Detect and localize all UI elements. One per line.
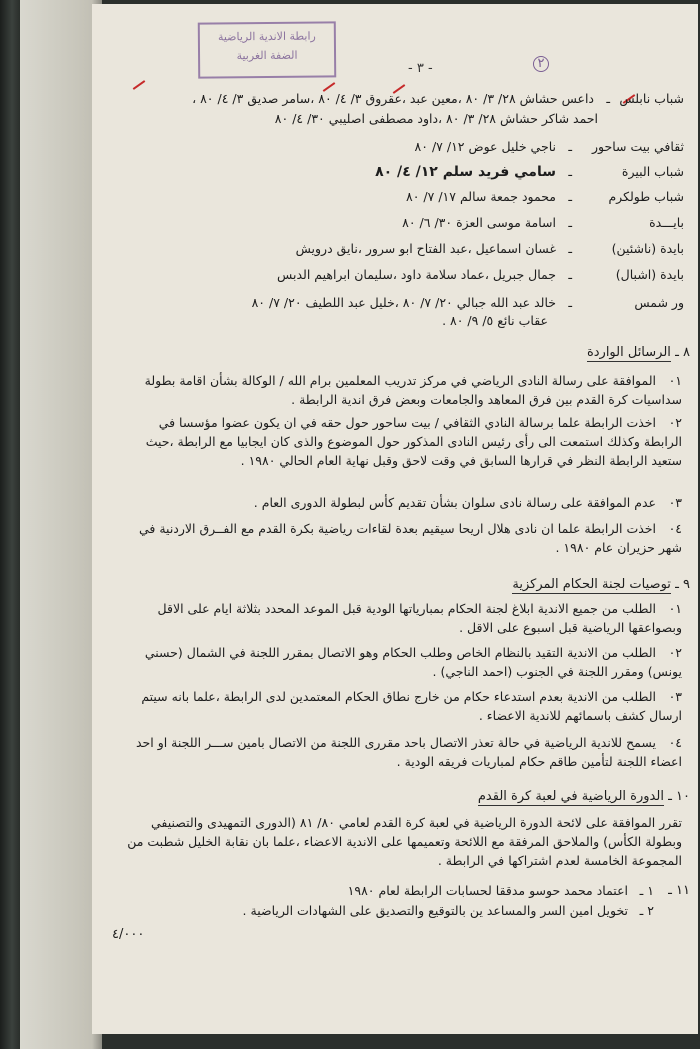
- item-number: ٠٢: [668, 645, 682, 660]
- item-text: تخويل امين السر والمساعد ين بالتوقيع والتصديق على الشهادات الرياضية .: [242, 903, 629, 918]
- item-text: اخذت الرابطة علما ان نادى هلال اريحا سيقيم بعدة لقاءات رياضية بكرة القدم مع الفــرق الاردنية في شهر حزيران عام ١٩٨٠ .: [138, 521, 682, 555]
- team-players: غسان اسماعيل ،عبد الفتاح ابو سرور ،نايق درويش: [295, 241, 556, 256]
- team-row: شباب البيرةـسامي فريد سلم ١٢/ ٤/ ٨٠: [375, 162, 684, 182]
- team-row: ثقافي بيت ساحورـناجي خليل عوض ١٢/ ٧/ ٨٠: [415, 138, 684, 156]
- team-row: شباب نابلسـداعس حشاش ٢٨/ ٣/ ٨٠ ،معين عبد ،عقروق ٣/ ٤/ ٨٠ ،سامر صديق ٣/ ٤/ ٨٠ ،: [192, 90, 684, 108]
- section-10-text: تقرر الموافقة على لائحة الدورة الرياضية في لعبة كرة القدم لعامي ٨٠/ ٨١ (الدورى التمهيدى والتصنيفي وبطولة الكأس) والملاحق المرفقة مع اللائحة وتعميمها على الاندية الاعضاء ،علما بان نقابة الخليل شطبت من المجموعة الخامسة لعدم اشتراكها في الرابطة .: [127, 815, 682, 868]
- stamp-line-1: رابطة الاندية الرياضية: [217, 29, 316, 44]
- team-players: اسامة موسى العزة ٣٠/ ٦/ ٨٠: [402, 215, 556, 230]
- item-text: الطلب من جميع الاندية ابلاغ لجنة الحكام بمبارياتها الودية قبل الموعد المحدد بثلاثة ايام على الاقل وبصواعقها الرياضية قبل اسبوع على الاقل .: [157, 601, 682, 635]
- section-number: ١١ ـ: [668, 883, 690, 898]
- team-name: ثقافي بيت ساحور: [592, 139, 684, 154]
- item-number: ٠١: [668, 601, 682, 616]
- item-number: ٠٤: [668, 521, 682, 536]
- section-8-item: [122, 520, 682, 558]
- item-number: ٠٣: [668, 689, 682, 704]
- team-players: جمال جبريل ،عماد سلامة داود ،سليمان ابراهيم الدبس: [277, 267, 556, 282]
- binder-spine: [0, 0, 20, 1049]
- team-row: بايـــدةـاسامة موسى العزة ٣٠/ ٦/ ٨٠: [402, 214, 684, 232]
- team-row: [442, 312, 548, 330]
- section-8-item: [122, 494, 682, 513]
- item-text: الموافقة على رسالة النادى الرياضي في مركز تدريب المعلمين برام الله / الوكالة بشأن اقامة بطولة سداسيات كرة القدم بين فرق المعاهد والجامعات وبعض فرق اندية الرابطة .: [144, 373, 682, 407]
- item-text: الطلب من الاندية بعدم استدعاء حكام من خارج نطاق الحكام المعتمدين لدى الرابطة ،علما بانه سيتم ارسال كشف باسمائهم للاندية الاعضاء .: [141, 689, 682, 723]
- item-text: اعتماد محمد حوسو مدققا لحسابات الرابطة لعام ١٩٨٠: [347, 883, 629, 898]
- team-players: محمود جمعة سالم ١٧/ ٧/ ٨٠: [406, 189, 556, 204]
- section-number: ٨ ـ: [675, 345, 690, 360]
- document-page: [92, 4, 698, 1034]
- team-players: داعس حشاش ٢٨/ ٣/ ٨٠ ،معين عبد ،عقروق ٣/ ٤/ ٨٠ ،سامر صديق ٣/ ٤/ ٨٠ ،: [192, 91, 594, 106]
- team-players: ناجي خليل عوض ١٢/ ٧/ ٨٠: [414, 139, 556, 154]
- league-stamp: [198, 21, 336, 78]
- team-players: خالد عبد الله جبالي ٢٠/ ٧/ ٨٠ ،خليل عبد اللطيف ٢٠/ ٧/ ٨٠: [251, 295, 556, 310]
- item-text: عدم الموافقة على رسالة نادى سلوان بشأن تقديم كأس لبطولة الدورى العام .: [253, 495, 657, 510]
- team-name: شباب البيرة: [621, 164, 684, 179]
- section-title: الرسائل الواردة: [586, 345, 671, 360]
- team-row: بايدة (ناشئين)ـغسان اسماعيل ،عبد الفتاح ابو سرور ،نايق درويش: [296, 240, 684, 258]
- item-text: اخذت الرابطة علما برسالة النادي الثقافي / بيت ساحور حول حقه في ان يكون عضوا مؤسسا في الرابطة وكذلك استمعت الى رأى رئيس النادى المذكور حول الموضوع والذى كان ايجابيا مع الرابطة ،حيث ستعيد الرابطة النظر في قرارها السابق في وقت لاحق وقبل نهاية العام الحالي ١٩٨٠ .: [145, 415, 682, 468]
- team-row: [275, 110, 598, 128]
- team-name: بايدة (اشبال): [615, 267, 684, 282]
- section-9-item: [122, 644, 682, 682]
- item-number: ٠٢: [668, 415, 682, 430]
- team-row: ور شمسـخالد عبد الله جبالي ٢٠/ ٧/ ٨٠ ،خليل عبد اللطيف ٢٠/ ٧/ ٨٠: [252, 294, 684, 312]
- team-name: شباب نابلس: [619, 91, 684, 106]
- section-8-item: [122, 414, 682, 470]
- team-row: شباب طولكرمـمحمود جمعة سالم ١٧/ ٧/ ٨٠: [406, 188, 684, 206]
- section-number: ٩ ـ: [675, 577, 690, 592]
- section-10-heading: [478, 788, 690, 807]
- item-text: الطلب من الاندية التقيد بالنظام الخاص وطلب الحكام وهو الاتصال بمقرر اللجنة في الشمال (حسني يونس) ومقرر اللجنة في الجنوب (احمد الناجي) .: [144, 645, 682, 679]
- binder-edge: [20, 0, 102, 1049]
- item-number: ٢ ـ: [639, 903, 654, 918]
- item-number: ٠١: [668, 373, 682, 388]
- item-number: ٠٣: [668, 495, 682, 510]
- section-9-item: [122, 688, 682, 726]
- section-9-heading: [512, 576, 690, 595]
- section-8-heading: [587, 344, 690, 363]
- section-8-item: [122, 372, 682, 410]
- item-text: يسمح للاندية الرياضية في حالة تعذر الاتصال باحد مقررى اللجنة من الاتصال بامين ســـر اللجنة او احد اعضاء اللجنة لتأمين طاقم حكام لمباريات فريقه الودية .: [135, 735, 682, 769]
- stamp-line-2: الضفة الغربية: [236, 48, 298, 62]
- team-players: احمد شاكر حشاش ٢٨/ ٣/ ٨٠ ،داود مصطفى اصليبي ٣٠/ ٤/ ٨٠: [274, 111, 598, 126]
- team-name: ور شمس: [634, 295, 684, 310]
- page-number: - ٣ -: [408, 61, 433, 76]
- section-title: الدورة الرياضية في لعبة كرة القدم: [477, 789, 664, 804]
- corner-mark: ٢: [533, 56, 549, 72]
- section-11-item: [134, 882, 654, 901]
- section-9-item: [122, 600, 682, 638]
- red-tick-mark: [133, 80, 146, 90]
- section-title: توصيات لجنة الحكام المركزية: [512, 577, 671, 592]
- section-number: ١٠ ـ: [668, 789, 690, 804]
- section-9-item: [122, 734, 682, 772]
- team-name: شباب طولكرم: [608, 189, 684, 204]
- item-number: ١ ـ: [639, 883, 654, 898]
- section-11-item: [134, 902, 654, 921]
- item-number: ٠٤: [668, 735, 682, 750]
- team-players: سامي فريد سلم ١٢/ ٤/ ٨٠: [375, 164, 556, 180]
- team-players: عقاب نائع ٥/ ٩/ ٨٠ .: [442, 313, 548, 328]
- footer-total: ٤/٠٠٠: [112, 927, 145, 942]
- section-11-heading: [668, 882, 690, 901]
- team-name: بايـــدة: [649, 215, 684, 230]
- team-name: بايدة (ناشئين): [611, 241, 684, 256]
- team-row: بايدة (اشبال)ـجمال جبريل ،عماد سلامة داود ،سليمان ابراهيم الدبس: [277, 266, 684, 284]
